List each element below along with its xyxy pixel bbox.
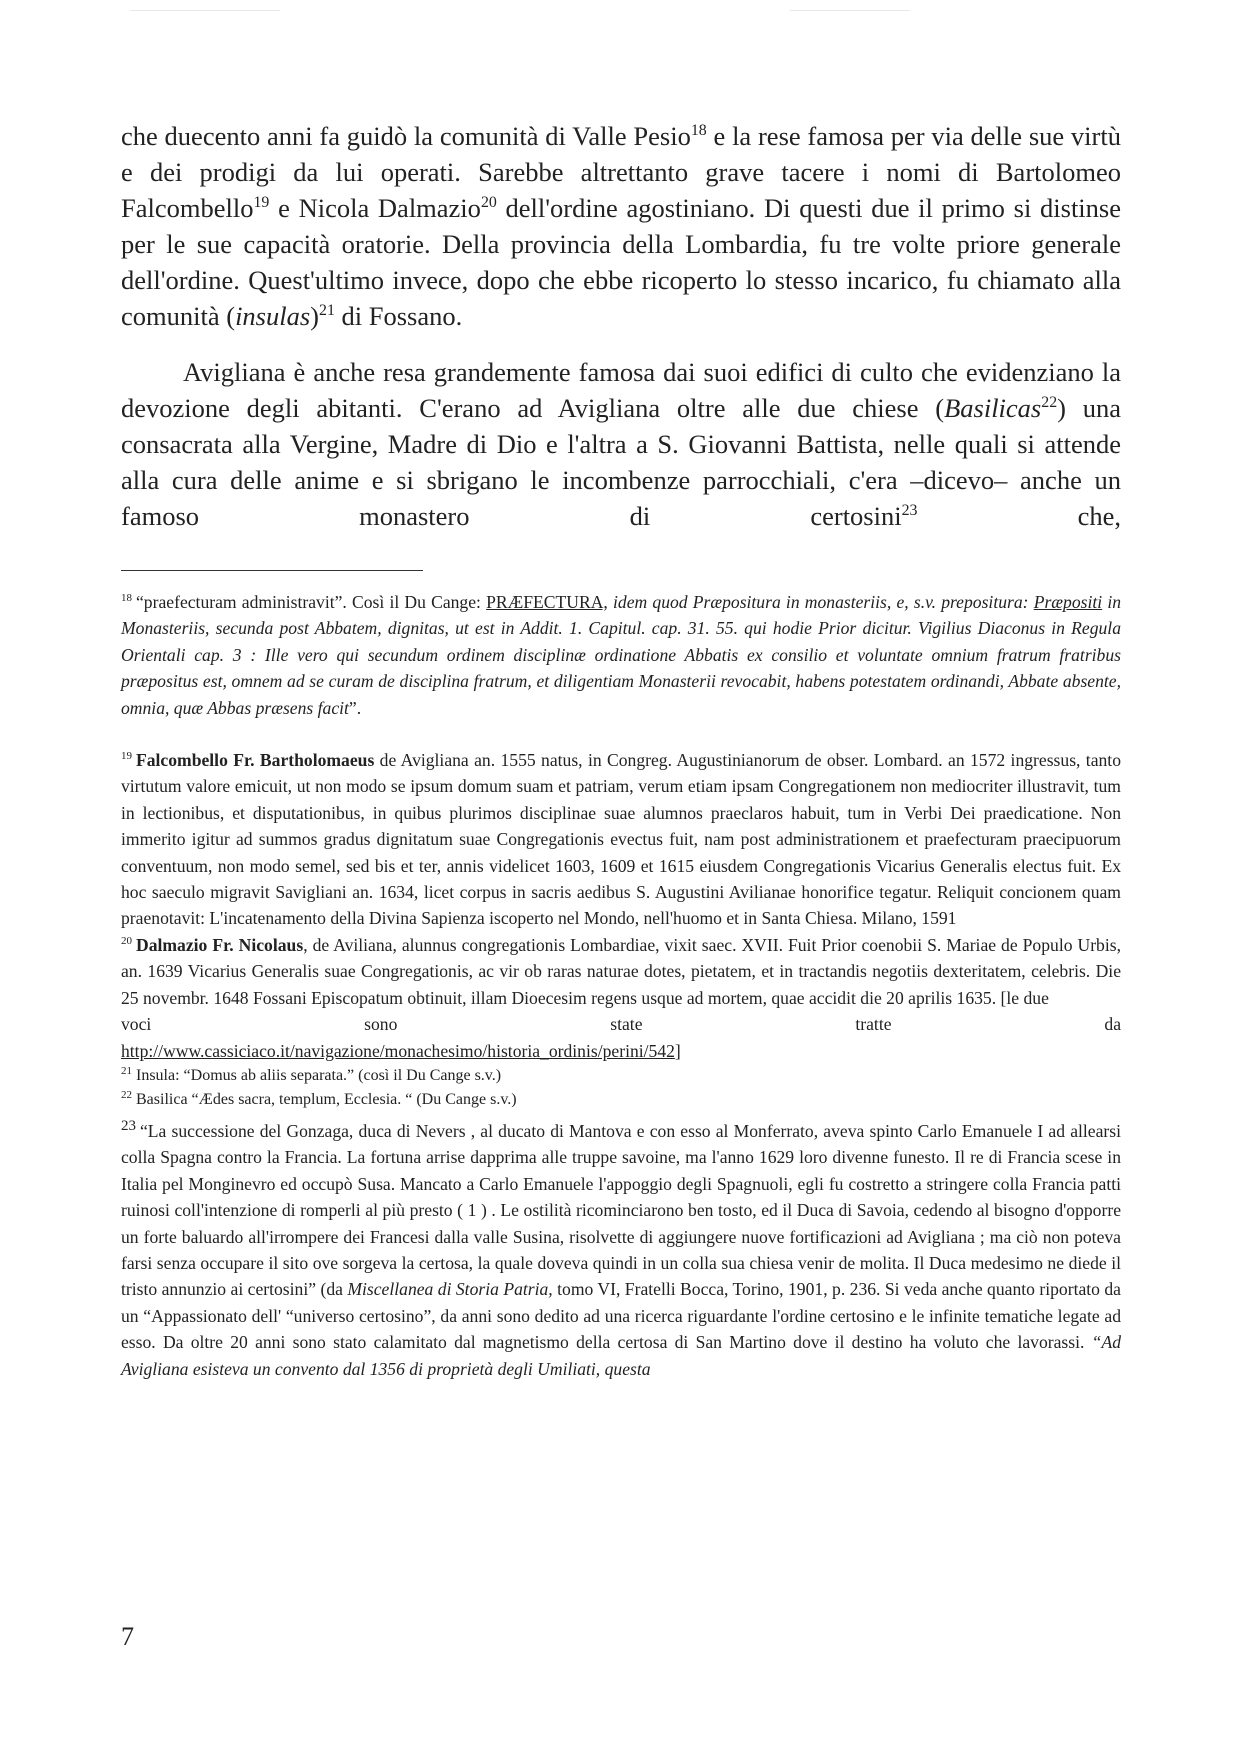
footnote-22: $^{22}$ Basilica “Ædes sacra, templum, Ecclesia. “ (Du Cange s.v.) [121,1088,517,1108]
footnote-number: 21 [121,1064,132,1077]
paragraph-1: che duecento anni fa guidò la comunità di Valle Pesio$^{18}$ e la rese famosa per via delle sue virtù e dei prodigi da lui operati. Sarebbe altrettanto grave tacere i nomi di Bartolomeo Falcombello$^{19}$ e Nicola Dalmazio$^{20}$ dell'ordine agostiniano. Di questi due il primo si distinse per le sue capacità oratorie. Della provincia della Lombardia, fu tre volte priore generale dell'ordine. Quest'ultimo invece, dopo che ebbe ricoperto lo stesso incarico, fu chiamato alla comunità (insulas)$^{21}$ di Fossano. [121,121,1121,331]
footnotes [121,589,1121,1382]
footnote-number: 19 [121,750,132,763]
page-number: 7 [121,1622,134,1651]
footnote-separator [121,570,423,571]
footnote-23: 23 “La successione del Gonzaga, duca di Nevers , al ducato di Mantova e con esso al Monferrato, aveva spinto Carlo Emanuele I ad allearsi colla Spagna contro la Francia. La fortuna arrise dapprima alle truppe savoine, ma l'anno 1629 loro divenne funesto. Il re di Francia scese in Italia pel Monginevro ed occupò Susa. Mancato a Carlo Emanuele l'appoggio degli Spagnuoli, egli fu costretto a stringere colla Francia patti ruinosi coll'intenzione di romperli al più presto ( 1 ) . Le ostilità ricominciarono ben tosto, ed il Duca di Savoia, cedendo al bisogno d'opporre un forte baluardo all'irrompere dei Francesi dalla valle Susina, risolvette di aggiungere nuove fortificazioni ad Avigliana ; ma ciò non poteva farsi senza occupare il sito ove sorgeva la certosa, la quale doveva quindi in un colla sua chiesa venir de molita. Il Duca medesimo ne diede il tristo annunzio ai certosini” (da Miscellanea di Storia Patria, tomo VI, Fratelli Bocca, Torino, 1901, p. 236. Si veda anche quanto riportato da un “Appassionato dell' “universo certosino”, da anni sono dedito ad una ricerca riguardante l'ordine certosino e le infinite tematiche legate ad esso. Da oltre 20 anni sono stato calamitato dal magnetismo della certosa di San Martino dove il destino ha voluto che lavorassi. “Ad Avigliana esisteva un convento dal 1356 di proprietà degli Umiliati, questa [121,1118,1121,1379]
footnote-number: 20 [121,935,132,948]
footnote-18: $^{18}$ “praefecturam administravit”. Così il Du Cange: PRÆFECTURA, idem quod Præpositura in monasteriis, e, s.v. prepositura: Præpositi in Monasteriis, secunda post Abbatem, dignitas, ut est in Addit. 1. Capitul. cap. 31. 55. qui hodie Prior dicitur. Vigilius Diaconus in Regula Orientali cap. 3 : Ille vero qui secundum ordinem disciplinæ ordinatione Abbatis ex consilio et voluntate omnium fratrum fratribus præpositus est, omnem ad se curam de disciplina fratrum, et diligentiam Monasterii revocabit, habens potestatem ordinandi, Abbate absente, omnia, quæ Abbas præsens facit”. [121,592,1122,718]
footnote-link[interactable]: Præpositi [1033,592,1103,612]
paragraph-2: Avigliana è anche resa grandemente famosa dai suoi edifici di culto che evidenziano la devozione degli abitanti. C'erano ad Avigliana oltre alle due chiese (Basilicas$^{22}$) una consacrata alla Vergine, Madre di Dio e l'altra a S. Giovanni Battista, nelle quali si attende alla cura delle anime e si sbrigano le incombenze parrocchiali, c'era –dicevo– anche un famoso monastero di certosini$^{23}$ che, [121,357,1121,531]
footnote-url-line: http://www.cassiciaco.it/navigazione/monachesimo/historia_ordinis/perini/542] [121,1040,681,1061]
footnote-author-name: Dalmazio Fr. Nicolaus [136,934,304,955]
document-page [121,118,1121,1382]
footnote-21: $^{21}$ Insula: “Domus ab aliis separata.” (così il Du Cange s.v.) [121,1064,502,1084]
footnote-spread-line: voci sono state tratte da [121,1014,1121,1035]
footnote-ref-23[interactable]: 23 [901,502,918,520]
scan-edge-line-left [130,10,280,11]
scan-edge-line-right [790,10,910,11]
source-url-link[interactable]: http://www.cassiciaco.it/navigazione/monachesimo/historia_ordinis/perini/542 [121,1040,675,1061]
footnote-ref-18[interactable]: 18 [690,122,707,140]
footnote-author-name: Falcombello Fr. Bartholomaeus [136,750,375,771]
footnote-ref-19[interactable]: 19 [253,194,270,212]
footnote-19: $^{19}$ Falcombello Fr. Bartholomaeus de Avigliana an. 1555 natus, in Congreg. Augustinianorum de obser. Lombard. an 1572 ingressus, tanto virtutum valore emicuit, ut non modo se ipsum domum suam et patriam, verum etiam ipsam Congregationem non mediocriter illustravit, tum in lectionibus, et disputationibus, in quibus plurimos disciplinae suae alumnos praeclaros habuit, tum in Verbi Dei praedicatione. Non immerito igitur ad summos gradus dignitatum suae Congregationis evectus fuit, nam post administrationem et praefecturam praecipuorum conventuum, non modo semel, sed bis et ter, annis videlicet 1603, 1609 et 1615 eiusdem Congregationis Vicarius Generalis electus fuit. Ex hoc saeculo migravit Savigliani an. 1634, licet corpus in sacris aedibus S. Augustini Avilianae honorifice tegatur. Reliquit concionem quam praenotavit: L'incatenamento della Divina Sapienza iscoperto nel Mondo, nell'huomo et in Santa Chiesa. Milano, 1591 [121,750,1121,929]
footnote-ref-21[interactable]: 21 [319,302,335,320]
footnote-ref-22[interactable]: 22 [1041,394,1058,412]
footnote-number: 18 [121,592,132,605]
body-text [121,118,1121,534]
footnote-ref-20[interactable]: 20 [480,194,497,212]
footnote-number: 23 [121,1118,136,1135]
footnote-20: $^{20}$ Dalmazio Fr. Nicolaus, de Aviliana, alunnus congregationis Lombardiae, vixit saec. XVII. Fuit Prior coenobii S. Mariae de Populo Urbis, an. 1639 Vicarius Generalis suae Congregationis, ac vir ob raras naturae dotes, pietatem, et in tractandis negotiis dexteritatem, celebris. Die 25 novembr. 1648 Fossani Episcopatum obtinuit, illam Dioecesim regens usque ad mortem, quae accidit die 20 aprilis 1635. [le due voci sono state tratte da http://www.cassiciaco.it/navigazione/monachesimo/historia_ordinis/perini/542] [121,932,1121,1064]
footnote-number: 22 [121,1088,132,1101]
footnote-link[interactable]: PRÆFECTURA, [486,592,608,612]
